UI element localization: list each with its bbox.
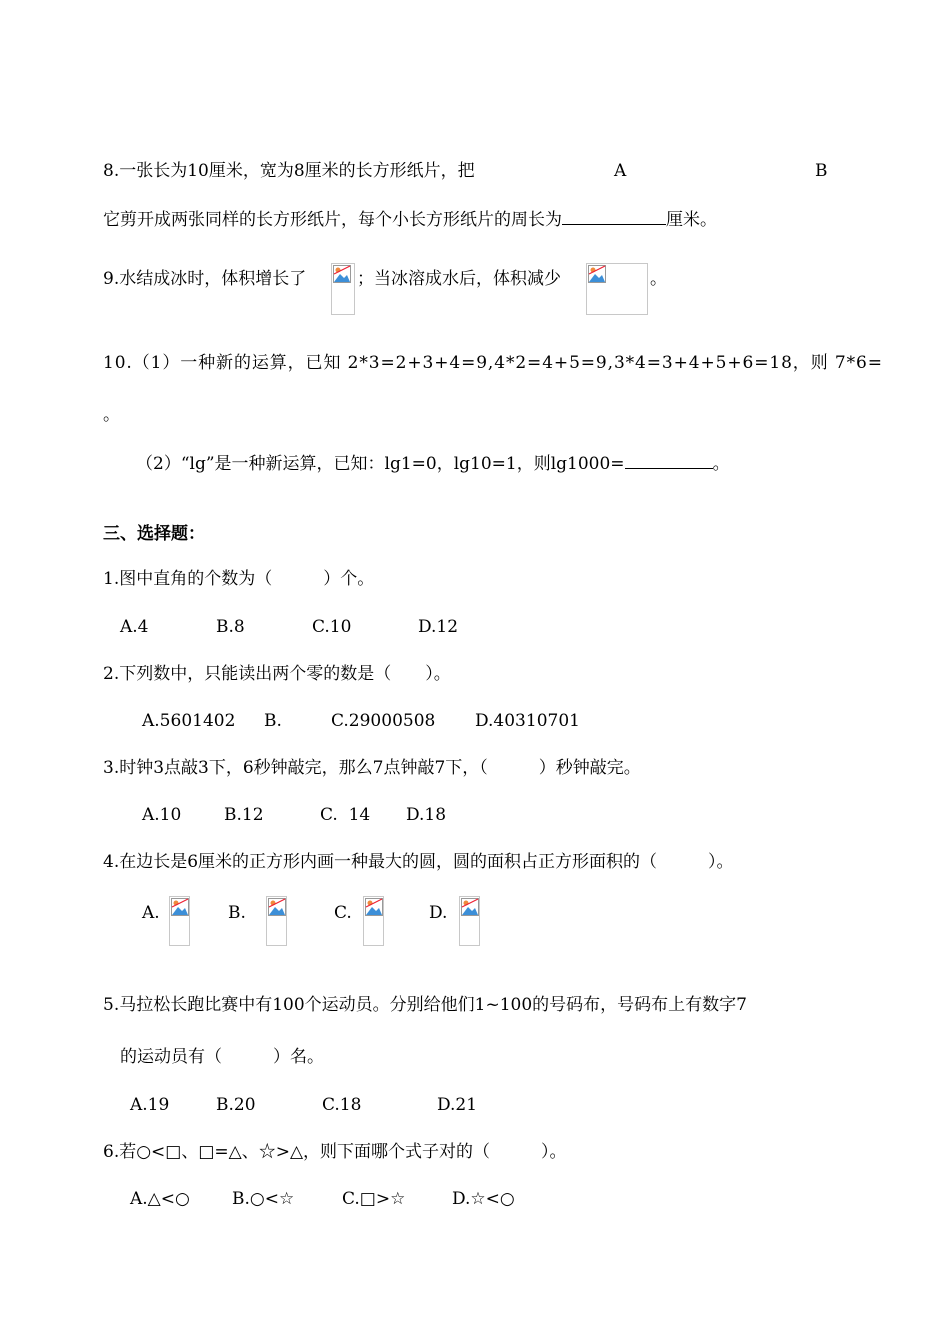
c3-option-b[interactable]: B.12: [224, 805, 264, 825]
c2-option-a[interactable]: A.5601402: [142, 711, 236, 731]
c3-option-d[interactable]: D.18: [406, 805, 447, 825]
c1-option-a[interactable]: A.4: [120, 617, 149, 637]
c2-option-c[interactable]: C.29000508: [331, 711, 436, 731]
c4-question: 4.在边长是6厘米的正方形内画一种最大的圆，圆的面积占正方形面积的（ ）。: [103, 852, 734, 872]
c3-question: 3.时钟3点敲3下，6秒钟敲完，那么7点钟敲7下，（ ）秒钟敲完。: [103, 758, 641, 778]
c5-option-c[interactable]: C.18: [322, 1095, 362, 1115]
q8-line1: 8.一张长为10厘米，宽为8厘米的长方形纸片，把: [103, 161, 475, 181]
broken-image-icon: [461, 898, 479, 916]
c5-option-a[interactable]: A.19: [130, 1095, 170, 1115]
q10-line3: （2）“lg”是一种新运算，已知：lg1=0，lg10=1，则lg1000=: [136, 454, 625, 474]
c2-option-d[interactable]: D.40310701: [475, 711, 580, 731]
c1-option-d[interactable]: D.12: [418, 617, 459, 637]
q8-label-a: A: [614, 161, 627, 181]
c4-option-b-image: [266, 896, 287, 946]
c4-option-c-image: [363, 896, 384, 946]
c6-option-d[interactable]: D.☆<○: [452, 1189, 515, 1209]
fraction-image-1: [331, 263, 355, 315]
c1-option-c[interactable]: C.10: [312, 617, 352, 637]
q8-line2-end: 厘米。: [666, 210, 717, 230]
broken-image-icon: [171, 898, 189, 916]
q8-label-b: B: [815, 161, 828, 181]
q10-line3-wrap: [136, 452, 730, 475]
c6-option-c[interactable]: C.□>☆: [342, 1189, 406, 1209]
q10-line1: 10.（1）一种新的运算，已知 2*3=2+3+4=9,4*2=4+5=9,3*4=3+4+5+6=18，则 7*6=: [103, 353, 883, 373]
c5-option-d[interactable]: D.21: [437, 1095, 478, 1115]
c4-option-a-image: [169, 896, 190, 946]
broken-image-icon: [365, 898, 383, 916]
q8-line2-wrap: [103, 208, 717, 231]
c5-question-line2: 的运动员有（ ）名。: [120, 1047, 324, 1067]
c4-option-d-image: [459, 896, 480, 946]
c3-option-c[interactable]: C. 14: [320, 805, 371, 825]
q10-answer-blank[interactable]: [625, 452, 713, 469]
q10-line3-end: 。: [712, 454, 730, 474]
c4-option-c[interactable]: C.: [334, 903, 352, 923]
q9-part2: ；当冰溶成水后，体积减少: [357, 269, 561, 289]
c4-option-b[interactable]: B.: [228, 903, 246, 923]
fraction-image-2: [586, 263, 648, 315]
section-title: 三、选择题：: [103, 524, 205, 544]
q9-part1: 9.水结成冰时，体积增长了: [103, 269, 307, 289]
broken-image-icon: [333, 265, 351, 283]
broken-image-icon: [268, 898, 286, 916]
q8-line2: 它剪开成两张同样的长方形纸片，每个小长方形纸片的周长为: [103, 210, 562, 230]
c5-question-line1: 5.马拉松长跑比赛中有100个运动员。分别给他们1~100的号码布，号码布上有数字7: [103, 995, 747, 1015]
q9-part3: 。: [650, 269, 667, 289]
c6-option-a[interactable]: A.△<○: [130, 1189, 190, 1209]
c1-option-b[interactable]: B.8: [216, 617, 245, 637]
c6-question: 6.若○<□、□=△、☆>△，则下面哪个式子对的（ ）。: [103, 1142, 567, 1162]
c5-option-b[interactable]: B.20: [216, 1095, 256, 1115]
c2-question: 2.下列数中，只能读出两个零的数是（ ）。: [103, 664, 451, 684]
broken-image-icon: [588, 265, 606, 283]
c1-question: 1.图中直角的个数为（ ）个。: [103, 569, 375, 589]
q8-answer-blank[interactable]: [562, 208, 666, 225]
c6-option-b[interactable]: B.○<☆: [232, 1189, 295, 1209]
c3-option-a[interactable]: A.10: [142, 805, 182, 825]
c4-option-d[interactable]: D.: [429, 903, 448, 923]
q10-line2: 。: [103, 405, 120, 425]
c2-option-b[interactable]: B.: [264, 711, 282, 731]
c4-option-a[interactable]: A.: [142, 903, 160, 923]
